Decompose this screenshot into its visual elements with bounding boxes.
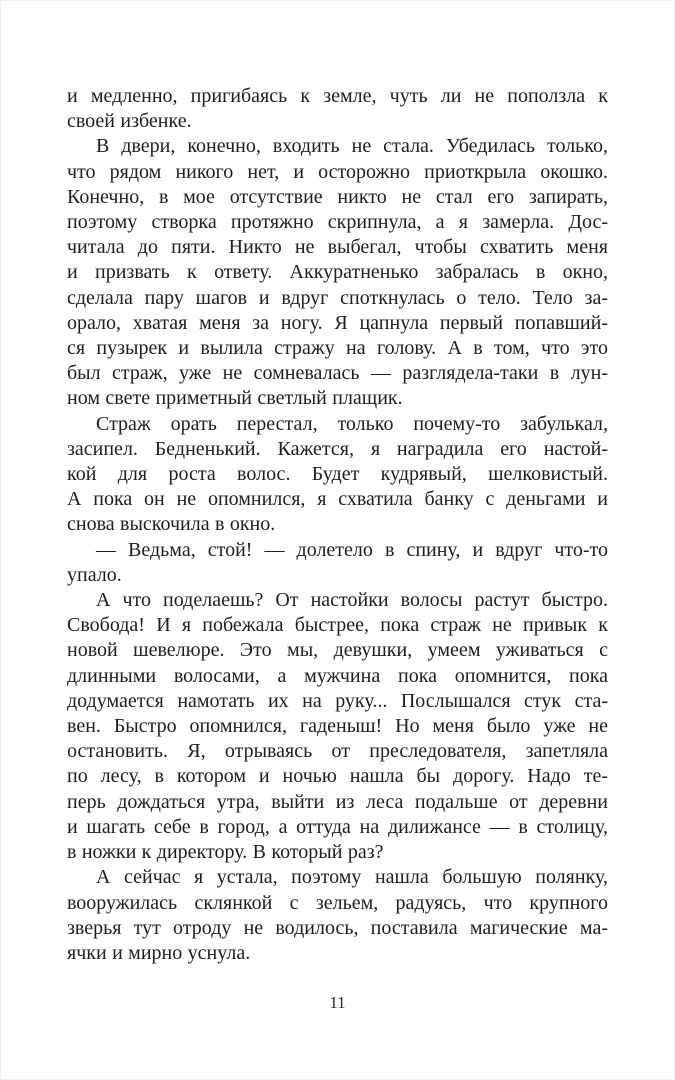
text-line: по лесу, в котором и ночью нашла бы дорогу. Надо те-	[67, 765, 608, 788]
text-line: додумается намотать их на руку... Послышался стук ста-	[67, 689, 608, 712]
text-line: ячки и мирно уснула.	[67, 941, 251, 964]
text-line: А пока он не опомнился, я схватила банку с деньгами и	[67, 488, 608, 511]
text-line: поэтому створка протяжно скрипнула, а я замерла. Дос-	[67, 211, 608, 234]
text-line: В двери, конечно, входить не стала. Убедилась только,	[96, 135, 608, 158]
text-line: своей избенке.	[67, 110, 192, 133]
paragraph	[67, 412, 608, 538]
text-line: что рядом никого нет, и осторожно приоткрыла окошко.	[67, 160, 608, 183]
text-line: А что поделаешь? От настойки волосы растут быстро.	[96, 589, 608, 612]
text-line: и медленно, пригибаясь к земле, чуть ли не поползла к	[67, 85, 608, 107]
text-line: длинными волосами, а мужчина пока опомнится, пока	[67, 664, 608, 687]
text-line: — Ведьма, стой! — долетело в спину, и вдруг что-то	[96, 538, 608, 561]
text-line: был страж, уже не сомневалась — разглядела-таки в лун-	[67, 362, 608, 385]
text-line: зверья тут отроду не водилось, поставила магические ма-	[67, 916, 608, 939]
text-line: перь дождаться утра, выйти из леса подальше от деревни	[67, 790, 608, 813]
text-line: Конечно, в мое отсутствие никто не стал его запирать,	[67, 185, 608, 208]
text-line: орало, хватая меня за ногу. Я цапнула первый попавший-	[67, 311, 608, 334]
text-line: Страж орать перестал, только почему-то забулькал,	[96, 412, 608, 435]
text-line: в ножки к директору. В который раз?	[67, 841, 384, 864]
paragraph	[67, 865, 608, 966]
text-line: сделала пару шагов и вдруг споткнулась о тело. Тело за-	[67, 286, 608, 309]
text-line: вооружилась склянкой с зельем, радуясь, что крупного	[67, 891, 608, 914]
page-number: 11	[329, 993, 346, 1012]
text-line: новой шевелюре. Это мы, девушки, умеем уживаться с	[67, 639, 608, 662]
text-line: ся пузырек и вылила стражу на голову. А в том, что это	[67, 337, 608, 360]
text-line: кой для роста волос. Будет кудрявый, шелковистый.	[67, 463, 608, 486]
text-line: и шагать себе в город, а оттуда на дилижансе — в столицу,	[67, 815, 608, 838]
paragraph	[67, 538, 608, 588]
text-line: А сейчас я устала, поэтому нашла большую полянку,	[96, 866, 608, 889]
text-block	[67, 84, 608, 966]
text-line: читала до пяти. Никто не выбегал, чтобы схватить меня	[67, 236, 608, 259]
text-line: засипел. Бедненький. Кажется, я наградила его настой-	[67, 437, 608, 460]
paragraph	[67, 588, 608, 865]
text-line: остановить. Я, отрываясь от преследователя, запетляла	[67, 740, 608, 763]
text-line: ном свете приметный светлый плащик.	[67, 387, 403, 410]
text-line: снова выскочила в окно.	[67, 513, 276, 536]
text-line: упало.	[67, 563, 122, 586]
paragraph	[67, 134, 608, 411]
text-line: Свобода! И я побежала быстрее, пока страж не привык к	[67, 614, 608, 637]
text-line: вен. Быстро опомнился, гаденыш! Но меня было уже не	[67, 715, 608, 738]
text-line: и призвать к ответу. Аккуратненько забралась в окно,	[67, 261, 608, 284]
paragraph	[67, 84, 608, 134]
